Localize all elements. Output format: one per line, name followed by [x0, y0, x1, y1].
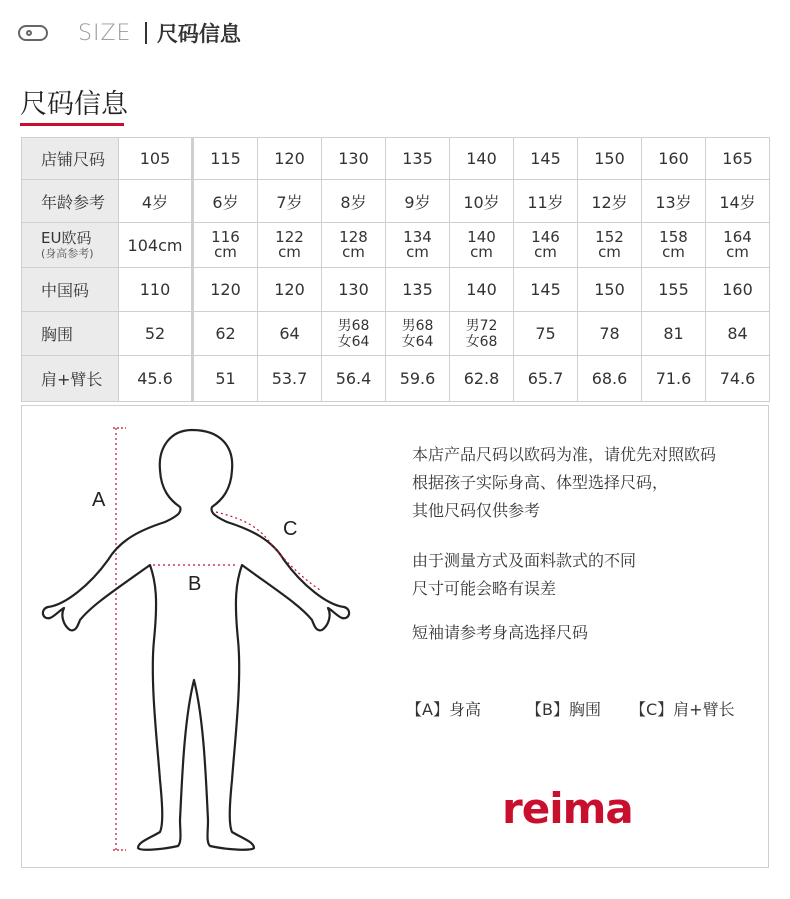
row-label: 年龄参考	[22, 180, 119, 223]
cell-line: cm	[662, 242, 685, 261]
table-cell: 4岁	[119, 180, 193, 223]
cell-line: 女64	[337, 333, 370, 350]
table-cell: 145	[514, 138, 578, 180]
cell-line: cm	[406, 242, 429, 261]
cell-line: 男68	[401, 317, 434, 334]
cell-line: 140	[467, 227, 496, 246]
table-cell	[578, 223, 642, 268]
table-cell: 78	[578, 312, 642, 356]
header-divider	[145, 22, 147, 44]
table-cell	[386, 312, 450, 356]
table-cell: 150	[578, 138, 642, 180]
cell-line: 116	[211, 227, 240, 246]
cell-line: 女64	[401, 333, 434, 350]
row-label: 肩+臂长	[22, 356, 119, 402]
table-cell: 65.7	[514, 356, 578, 402]
table-row	[22, 223, 770, 268]
table-row	[22, 180, 770, 223]
table-cell: 130	[322, 268, 386, 312]
table-cell	[193, 223, 258, 268]
cell-line: 男72	[465, 317, 498, 334]
table-cell: 135	[386, 138, 450, 180]
table-cell: 140	[450, 268, 514, 312]
cell-line: 152	[595, 227, 624, 246]
row-label-sub: (身高参考)	[41, 246, 94, 260]
table-cell: 84	[706, 312, 770, 356]
cell-line: cm	[214, 242, 237, 261]
title-underline	[20, 123, 124, 126]
header	[18, 18, 241, 48]
table-cell: 8岁	[322, 180, 386, 223]
table-cell: 130	[322, 138, 386, 180]
table-cell: 45.6	[119, 356, 193, 402]
size-table	[21, 137, 770, 402]
toggle-icon	[18, 25, 48, 41]
table-cell: 14岁	[706, 180, 770, 223]
cell-line: 158	[659, 227, 688, 246]
table-cell	[450, 223, 514, 268]
table-cell: 74.6	[706, 356, 770, 402]
label-b: B	[188, 573, 202, 595]
table-cell: 165	[706, 138, 770, 180]
cell-line: 134	[403, 227, 432, 246]
cell-line: 女68	[465, 333, 498, 350]
table-cell: 53.7	[258, 356, 322, 402]
table-cell: 155	[642, 268, 706, 312]
measurement-legend	[406, 697, 735, 720]
table-cell: 59.6	[386, 356, 450, 402]
table-cell: 145	[514, 268, 578, 312]
table-cell	[450, 312, 514, 356]
table-cell: 150	[578, 268, 642, 312]
table-cell: 12岁	[578, 180, 642, 223]
note-line: 由于测量方式及面料款式的不同	[412, 551, 637, 570]
cell-line: cm	[726, 242, 749, 261]
reima-logo: reima	[502, 784, 633, 833]
table-cell: 81	[642, 312, 706, 356]
row-label: 中国码	[22, 268, 119, 312]
row-label-main: EU欧码	[41, 228, 92, 247]
table-cell	[642, 223, 706, 268]
row-label	[22, 223, 119, 268]
cell-line: cm	[342, 242, 365, 261]
cell-line: cm	[278, 242, 301, 261]
legend-b: 【B】胸围	[526, 700, 601, 719]
table-cell: 68.6	[578, 356, 642, 402]
note-line: 其他尺码仅供参考	[412, 501, 541, 520]
table-row	[22, 356, 770, 402]
note-line: 根据孩子实际身高、体型选择尺码，	[412, 473, 669, 492]
table-cell: 160	[706, 268, 770, 312]
legend-a: 【A】身高	[406, 700, 481, 719]
table-cell: 120	[193, 268, 258, 312]
cell-line: 164	[723, 227, 752, 246]
table-row	[22, 268, 770, 312]
table-cell: 120	[258, 268, 322, 312]
legend-c: 【C】肩+臂长	[630, 700, 735, 719]
table-cell: 10岁	[450, 180, 514, 223]
note-line: 本店产品尺码以欧码为准，请优先对照欧码	[412, 445, 717, 464]
table-cell: 62.8	[450, 356, 514, 402]
table-cell	[386, 223, 450, 268]
row-label: 胸围	[22, 312, 119, 356]
label-c: C	[283, 518, 298, 540]
row-label: 店铺尺码	[22, 138, 119, 180]
header-title: 尺码信息	[156, 22, 241, 46]
cell-line: 146	[531, 227, 560, 246]
table-cell: 56.4	[322, 356, 386, 402]
table-cell: 6岁	[193, 180, 258, 223]
table-cell: 52	[119, 312, 193, 356]
table-cell	[258, 223, 322, 268]
table-row	[22, 138, 770, 180]
table-cell: 9岁	[386, 180, 450, 223]
table-cell: 110	[119, 268, 193, 312]
table-cell: 11岁	[514, 180, 578, 223]
table-row	[22, 312, 770, 356]
cell-line: 128	[339, 227, 368, 246]
table-cell: 105	[119, 138, 193, 180]
section-title: 尺码信息	[20, 89, 128, 120]
label-a: A	[92, 489, 106, 511]
table-cell: 120	[258, 138, 322, 180]
table-cell: 64	[258, 312, 322, 356]
table-cell	[322, 312, 386, 356]
cell-line: 122	[275, 227, 304, 246]
table-cell	[514, 223, 578, 268]
table-cell: 75	[514, 312, 578, 356]
table-cell: 51	[193, 356, 258, 402]
cell-line: 男68	[337, 317, 370, 334]
table-cell: 7岁	[258, 180, 322, 223]
table-cell	[322, 223, 386, 268]
table-cell: 71.6	[642, 356, 706, 402]
table-cell: 13岁	[642, 180, 706, 223]
table-cell: 160	[642, 138, 706, 180]
cell-line: cm	[598, 242, 621, 261]
note-line: 短袖请参考身高选择尺码	[412, 623, 589, 642]
table-cell: 62	[193, 312, 258, 356]
size-label: SIZE	[78, 20, 132, 46]
size-notes	[412, 441, 716, 647]
cell-line: cm	[470, 242, 493, 261]
table-cell	[706, 223, 770, 268]
table-cell: 135	[386, 268, 450, 312]
table-cell: 140	[450, 138, 514, 180]
table-cell: 104cm	[119, 223, 193, 268]
note-line: 尺寸可能会略有误差	[412, 579, 557, 598]
cell-line: cm	[534, 242, 557, 261]
table-cell: 115	[193, 138, 258, 180]
